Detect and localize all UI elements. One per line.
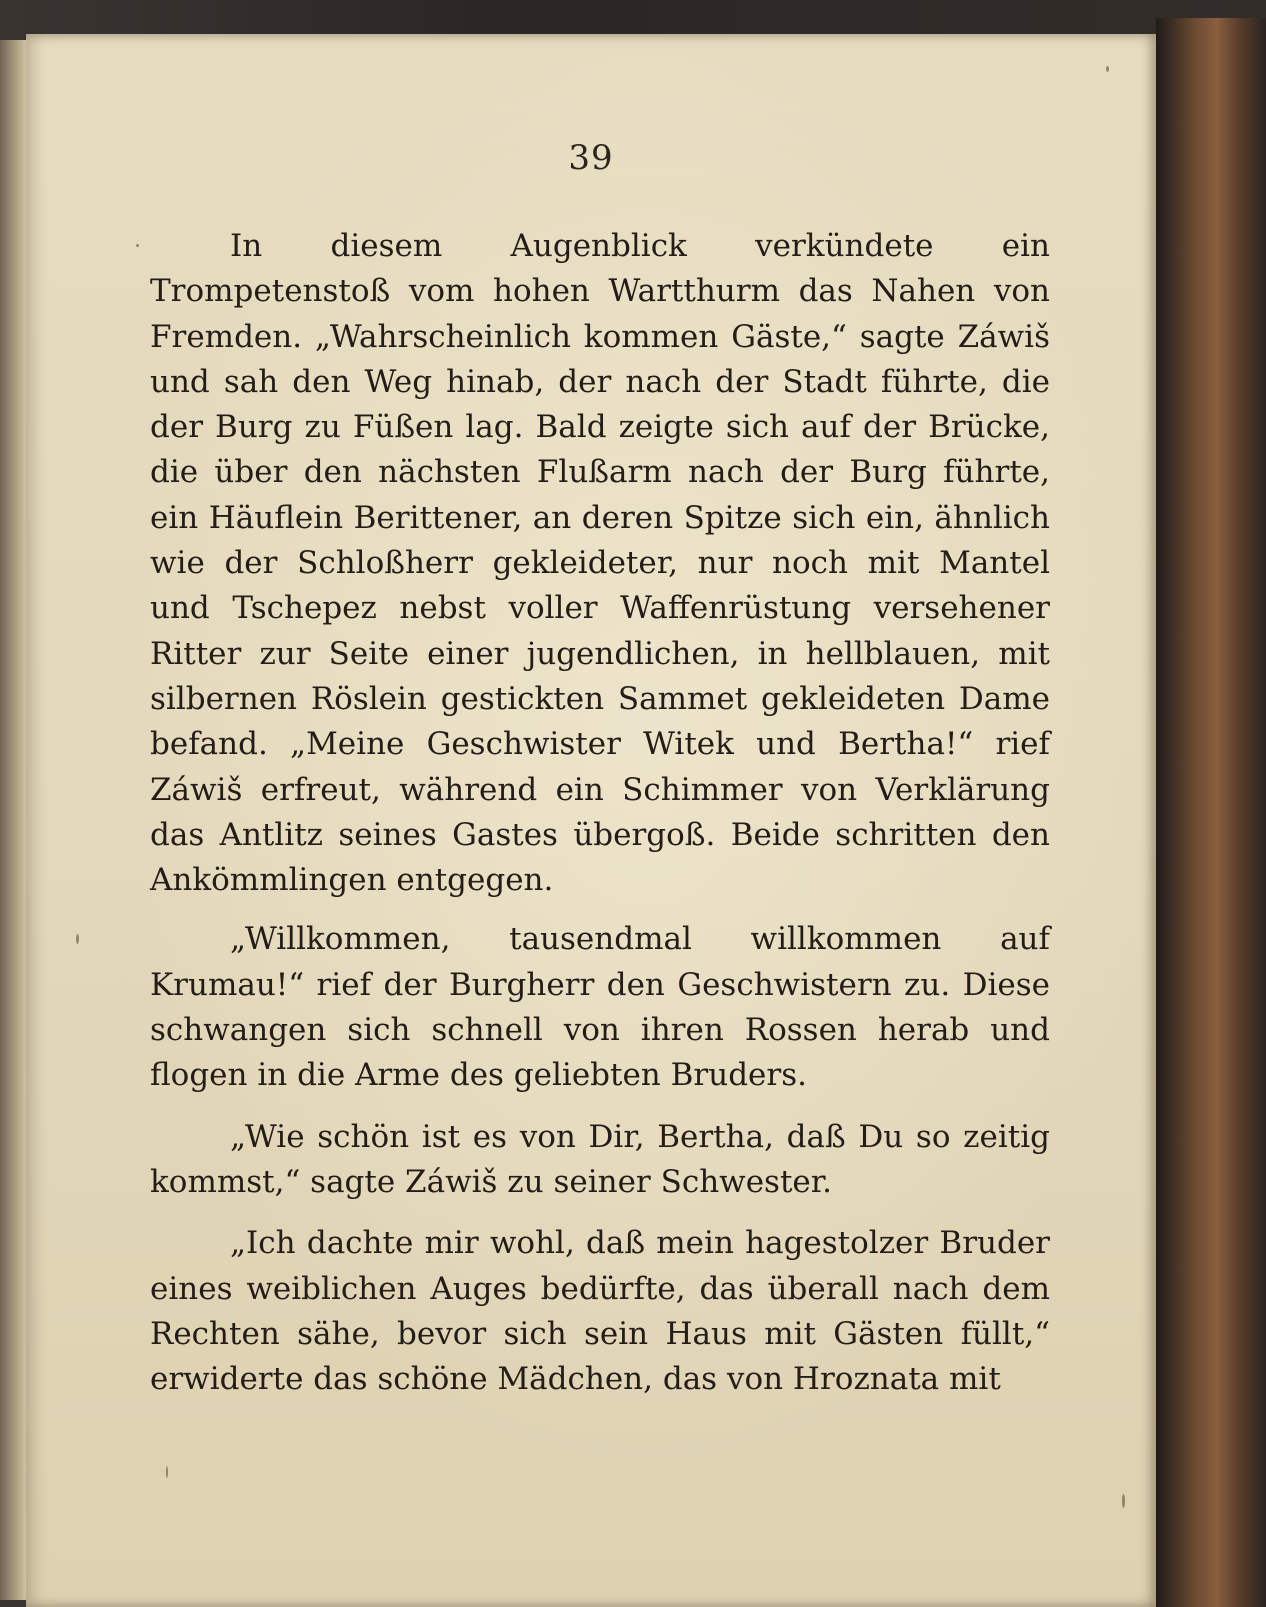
page-text (150, 224, 1050, 1418)
cover-edge (1156, 18, 1266, 1607)
paper-speck (136, 244, 139, 247)
page-number: 39 (568, 138, 614, 178)
paragraph: „Ich dachte mir wohl, daß mein hagestolzer Bruder eines weiblichen Auges bedürfte, das überall nach dem Rechten sähe, bevor sich sein Haus mit Gästen füllt,“ erwiderte das schöne Mädchen, das von Hroznata mit (150, 1225, 1050, 1398)
paragraph: „Wie schön ist es von Dir, Bertha, daß Du so zeitig kommst,“ sagte Záwiš zu seiner Schwester. (150, 1118, 1050, 1200)
paper-speck (1122, 1494, 1125, 1508)
paper-speck (76, 934, 79, 944)
paper-speck (166, 1466, 168, 1478)
book-page (26, 34, 1156, 1607)
paragraph: In diesem Augenblick verkündete ein Trompetenstoß vom hohen Wartthurm das Nahen von Fremden. „Wahrscheinlich kommen Gäste,“ sagte Záwiš und sah den Weg hinab, der nach der Stadt führte, die der Burg zu Füßen lag. Bald zeigte sich auf der Brücke, die über den nächsten Flußarm nach der Burg führte, ein Häuflein Berittener, an deren Spitze sich ein, ähnlich wie der Schloßherr gekleideter, nur noch mit Mantel und Tschepez nebst voller Waffenrüstung versehener Ritter zur Seite einer jugendlichen, in hellblauen, mit silbernen Röslein gestickten Sammet gekleideten Dame befand. „Meine Geschwister Witek und Bertha!“ rief Záwiš erfreut, während ein Schimmer von Verklärung das Antlitz seines Gastes übergoß. Beide schritten den Ankömmlingen entgegen. (150, 228, 1050, 899)
paper-speck (1106, 66, 1109, 72)
paragraph: „Willkommen, tausendmal willkommen auf Krumau!“ rief der Burgherr den Geschwistern zu. Diese schwangen sich schnell von ihren Rossen herab und flogen in die Arme des geliebten Bruders. (150, 921, 1050, 1094)
previous-page-edge (0, 40, 26, 1600)
